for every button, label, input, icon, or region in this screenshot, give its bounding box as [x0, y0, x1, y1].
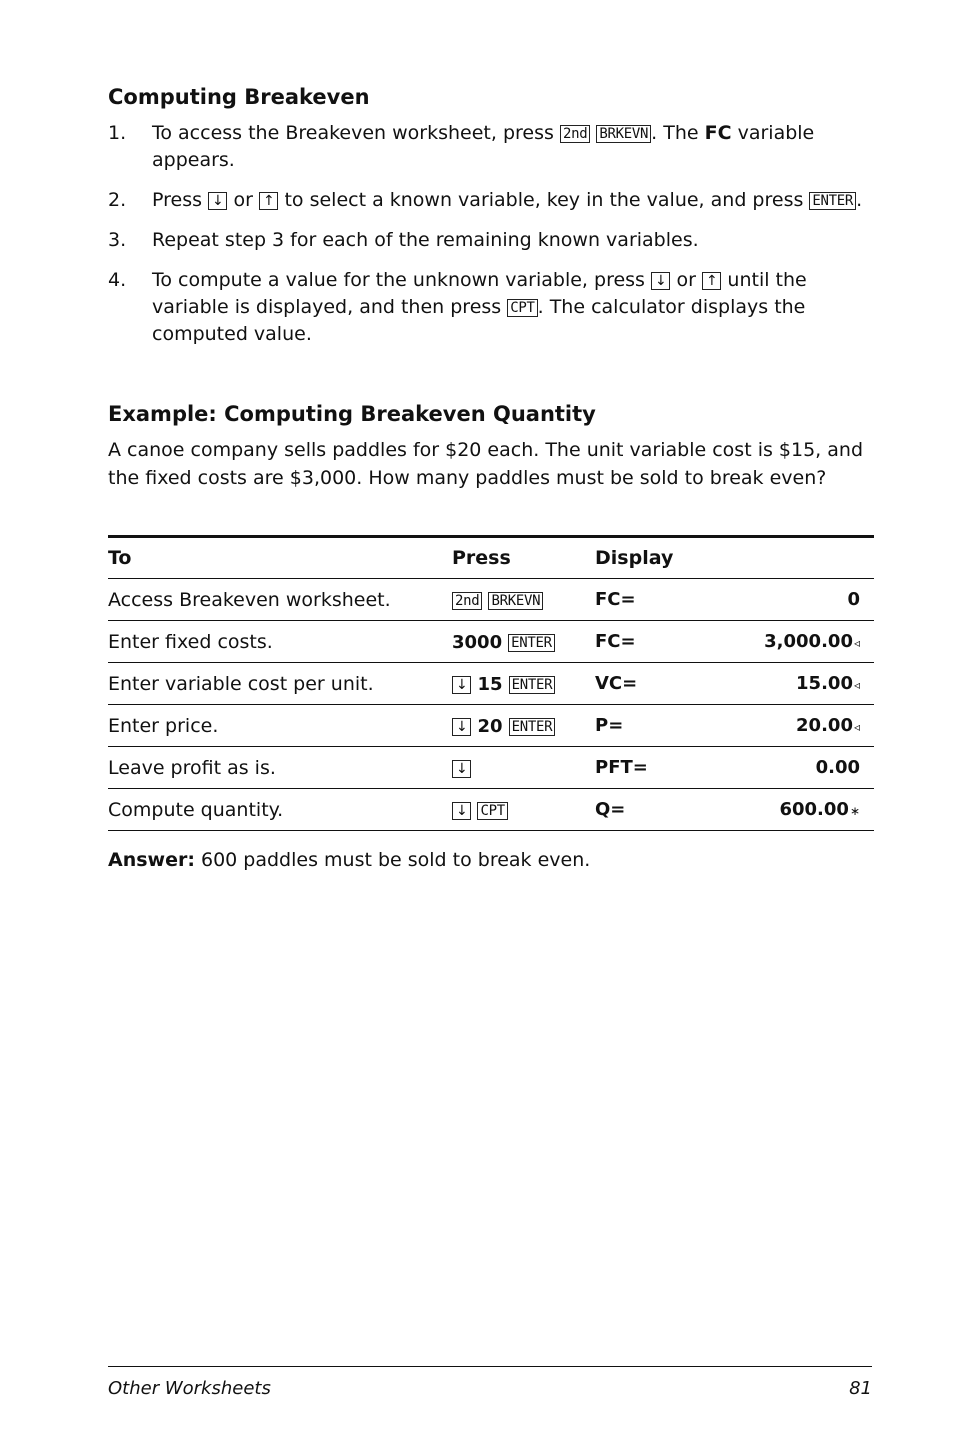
computed-indicator-icon: ∗: [849, 804, 860, 818]
step-text: . The: [651, 122, 705, 144]
action-cell: Access Breakeven worksheet.: [108, 579, 452, 621]
display-label: FC=: [595, 579, 695, 621]
step-text: Repeat step 3 for each of the remaining known variables.: [152, 229, 699, 251]
step-number: 1.: [108, 122, 127, 144]
page-number: 81: [849, 1378, 872, 1399]
display-value-cell: [695, 705, 874, 747]
variable-name: FC: [704, 122, 732, 144]
action-cell: Enter variable cost per unit.: [108, 663, 452, 705]
step-3: [108, 227, 874, 254]
display-value-cell: [695, 621, 874, 663]
step-2: [108, 187, 874, 214]
steps-list: [108, 120, 874, 361]
table-row: [108, 579, 874, 621]
column-header-press: Press: [452, 537, 595, 579]
step-text: . The calculator displays the computed value.: [152, 296, 806, 345]
footer-divider: [108, 1366, 872, 1367]
step-text: To access the Breakeven worksheet, press: [152, 122, 560, 144]
press-cell: [452, 747, 595, 789]
down-arrow-key-icon: ↓: [452, 802, 471, 820]
key-enter: ENTER: [508, 634, 555, 652]
key-enter: ENTER: [809, 192, 856, 210]
display-value-cell: [695, 579, 874, 621]
keyed-number: 15: [477, 673, 503, 695]
step-number: 3.: [108, 229, 127, 251]
answer-label: Answer:: [108, 849, 195, 871]
step-text: Press: [152, 189, 209, 211]
display-value: 0.00: [815, 757, 860, 778]
step-text: or: [227, 189, 259, 211]
press-cell: [452, 789, 595, 831]
up-arrow-key-icon: ↑: [259, 192, 278, 210]
action-cell: Leave profit as is.: [108, 747, 452, 789]
entered-indicator-icon: ◃: [853, 636, 860, 650]
down-arrow-key-icon: ↓: [452, 718, 471, 736]
answer-text: 600 paddles must be sold to break even.: [194, 849, 591, 871]
action-cell: Enter price.: [108, 705, 452, 747]
display-value-cell: [695, 789, 874, 831]
display-value: 600.00: [779, 799, 849, 820]
table-row: [108, 663, 874, 705]
section-heading: Computing Breakeven: [108, 85, 370, 109]
table-row: [108, 789, 874, 831]
entered-indicator-icon: ◃: [853, 678, 860, 692]
display-label: FC=: [595, 621, 695, 663]
display-label: PFT=: [595, 747, 695, 789]
down-arrow-key-icon: ↓: [208, 192, 227, 210]
column-header-display: Display: [595, 537, 874, 579]
display-label: P=: [595, 705, 695, 747]
example-description: A canoe company sells paddles for $20 each. The unit variable cost is $15, and the fixed costs are $3,000. How many paddles must be sold to break even?: [108, 439, 863, 489]
table-row: [108, 621, 874, 663]
action-cell: Compute quantity.: [108, 789, 452, 831]
answer-line: [108, 847, 590, 874]
key-2nd: 2nd: [560, 125, 590, 143]
keystroke-table: [108, 535, 874, 831]
step-4: [108, 267, 874, 348]
up-arrow-key-icon: ↑: [702, 272, 721, 290]
step-1: [108, 120, 874, 174]
display-value: 3,000.00: [764, 631, 853, 652]
display-value-cell: [695, 747, 874, 789]
column-header-to: To: [108, 537, 452, 579]
key-enter: ENTER: [509, 676, 556, 694]
action-cell: Enter fixed costs.: [108, 621, 452, 663]
keyed-number: 3000: [452, 631, 503, 653]
display-label: Q=: [595, 789, 695, 831]
step-text: variable appears.: [152, 122, 815, 171]
down-arrow-key-icon: ↓: [452, 676, 471, 694]
display-label: VC=: [595, 663, 695, 705]
key-brkevn: BRKEVN: [488, 592, 543, 610]
step-text: .: [856, 189, 863, 211]
step-text: to select a known variable, key in the value, and press: [278, 189, 810, 211]
table-header-row: [108, 537, 874, 579]
example-heading: Example: Computing Breakeven Quantity: [108, 402, 596, 426]
step-text: To compute a value for the unknown variable, press: [152, 269, 651, 291]
step-text: or: [670, 269, 702, 291]
press-cell: [452, 579, 595, 621]
press-cell: [452, 663, 595, 705]
down-arrow-key-icon: ↓: [452, 760, 471, 778]
down-arrow-key-icon: ↓: [651, 272, 670, 290]
key-enter: ENTER: [509, 718, 556, 736]
entered-indicator-icon: ◃: [853, 720, 860, 734]
key-cpt: CPT: [507, 299, 537, 317]
key-cpt: CPT: [477, 802, 507, 820]
press-cell: [452, 621, 595, 663]
step-text: until the variable is displayed, and then press: [152, 269, 807, 318]
display-value: 15.00: [796, 673, 853, 694]
key-2nd: 2nd: [452, 592, 482, 610]
table-row: [108, 705, 874, 747]
key-brkevn: BRKEVN: [596, 125, 651, 143]
step-number: 4.: [108, 269, 127, 291]
display-value: 0: [847, 589, 860, 610]
footer-section-title: Other Worksheets: [108, 1378, 271, 1399]
keyed-number: 20: [477, 715, 503, 737]
display-value-cell: [695, 663, 874, 705]
press-cell: [452, 705, 595, 747]
table-row: [108, 747, 874, 789]
step-number: 2.: [108, 189, 127, 211]
display-value: 20.00: [796, 715, 853, 736]
